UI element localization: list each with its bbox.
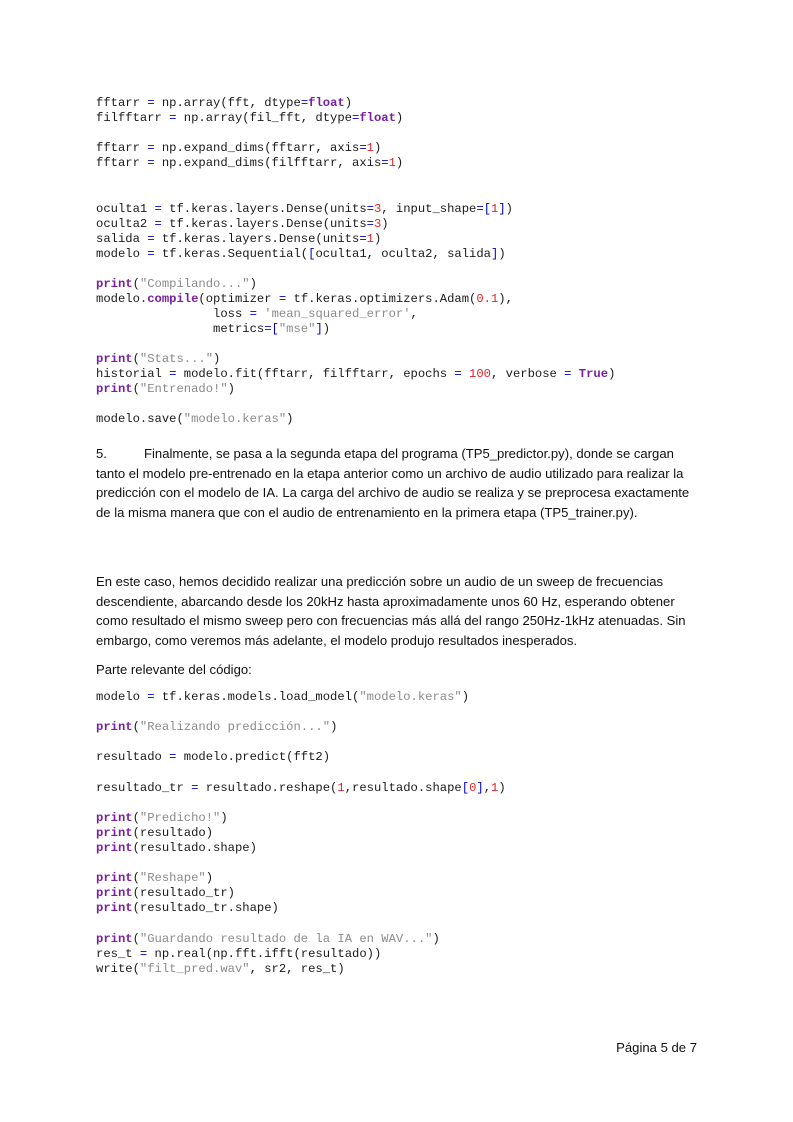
code-token: "filt_pred.wav" — [139, 962, 250, 976]
code-token: =[ — [476, 202, 492, 216]
code-token: (resultado.shape) — [132, 841, 257, 855]
code-token: = — [139, 947, 148, 961]
code-token: ) — [432, 932, 440, 946]
code-line — [96, 202, 513, 216]
code-token: np.array(fil_fft, dtype — [176, 111, 352, 125]
code-token: = — [169, 111, 177, 125]
code-token: = — [154, 202, 162, 216]
code-token: 100 — [469, 367, 491, 381]
code-token: ) — [505, 202, 513, 216]
code-token: ) — [213, 352, 221, 366]
code-token: ) — [373, 141, 382, 155]
code-block-predict — [96, 750, 330, 765]
code-block-save — [96, 412, 294, 427]
code-line — [96, 141, 381, 155]
code-token: ,resultado.shape — [344, 781, 462, 795]
code-token: oculta1 — [96, 202, 155, 216]
code-token: = — [381, 156, 389, 170]
code-line — [96, 901, 279, 915]
code-token: filfftarr — [96, 111, 170, 125]
code-token: = — [169, 750, 177, 764]
code-token: = — [366, 217, 374, 231]
code-line — [96, 111, 403, 125]
code-token: print — [96, 871, 133, 885]
code-token: = — [147, 156, 155, 170]
code-block-arrays — [96, 96, 403, 171]
code-token: , — [483, 781, 492, 795]
code-token: print — [96, 277, 133, 291]
code-token: print — [96, 382, 133, 396]
code-line — [96, 871, 213, 885]
code-token: modelo.predict(fft2) — [176, 750, 331, 764]
code-token: True — [578, 367, 609, 381]
code-token: 'mean_squared_error' — [264, 307, 411, 321]
code-token: = — [359, 232, 367, 246]
code-token: 0.1 — [476, 292, 499, 306]
code-token: ( — [132, 932, 140, 946]
code-token: oculta2 — [96, 217, 155, 231]
code-token: ) — [373, 232, 382, 246]
code-line — [96, 232, 381, 246]
code-token: ) — [227, 382, 235, 396]
code-block-load-model — [96, 690, 469, 705]
code-token: 1 — [491, 202, 499, 216]
code-token: = — [359, 141, 367, 155]
code-line — [96, 367, 615, 381]
code-token: , sr2, res_t) — [249, 962, 345, 976]
code-token: print — [96, 811, 133, 825]
code-line — [96, 962, 345, 976]
code-token: 1 — [388, 156, 396, 170]
code-token: 0 — [469, 781, 477, 795]
code-line — [96, 247, 506, 261]
code-token: , input_shape — [381, 202, 477, 216]
code-block-fit — [96, 352, 615, 397]
code-token: ( — [132, 352, 140, 366]
code-token: historial — [96, 367, 170, 381]
code-token: = — [147, 690, 155, 704]
paragraph-code-intro: Parte relevante del código: — [96, 662, 252, 677]
code-token: = — [278, 292, 287, 306]
code-token: resultado — [96, 750, 170, 764]
code-line — [96, 322, 330, 336]
paragraph-step-5 — [96, 444, 706, 522]
code-token: float — [308, 96, 345, 110]
code-line — [96, 690, 469, 704]
code-token: (resultado) — [132, 826, 214, 840]
code-block-print-result — [96, 811, 257, 856]
code-line — [96, 841, 257, 855]
code-token: "Compilando..." — [139, 277, 250, 291]
code-token: = — [300, 96, 309, 110]
code-token: compile — [147, 292, 199, 306]
code-token: [ — [308, 247, 316, 261]
code-line — [96, 307, 418, 321]
code-token: modelo — [96, 247, 148, 261]
code-token: ), — [498, 292, 513, 306]
code-token: fftarr — [96, 156, 148, 170]
code-line — [96, 932, 440, 946]
code-token: = — [454, 367, 462, 381]
code-token: "mse" — [278, 322, 316, 336]
step-5-text: Finalmente, se pasa a la segunda etapa del programa (TP5_predictor.py), donde se cargan tanto el modelo pre-entrenado en la etapa anterior como un archivo de audio utilizado para realizar la predicción con el modelo de IA. La carga del archivo de audio se realiza y se preprocesa exactamente de la misma manera que con el audio de entrenamiento en la primera etapa (TP5_trainer.py). — [96, 446, 690, 520]
code-token: = — [147, 232, 155, 246]
code-line — [96, 826, 213, 840]
code-token: float — [359, 111, 396, 125]
code-token: "Predicho!" — [139, 811, 221, 825]
code-token: 1 — [337, 781, 345, 795]
code-token: tf.keras.Sequential( — [154, 247, 309, 261]
code-token: ) — [220, 811, 228, 825]
code-token: ) — [249, 277, 257, 291]
code-token: oculta1, oculta2, salida — [315, 247, 491, 261]
code-line — [96, 886, 235, 900]
code-token: np.array(fft, dtype — [154, 96, 301, 110]
step-number: 5. — [96, 446, 107, 461]
code-token: "Reshape" — [139, 871, 206, 885]
code-block-reshape — [96, 781, 506, 796]
code-token: ] — [490, 247, 499, 261]
code-token: "Realizando predicción..." — [139, 720, 331, 734]
code-line — [96, 217, 389, 231]
code-token: ( — [132, 811, 140, 825]
code-token: , — [410, 307, 418, 321]
code-line — [96, 811, 228, 825]
code-token: print — [96, 352, 133, 366]
code-token: = — [366, 202, 374, 216]
code-token: ) — [322, 322, 331, 336]
code-token: = — [147, 247, 155, 261]
code-token: np.expand_dims(filfftarr, axis — [154, 156, 382, 170]
code-line — [96, 720, 337, 734]
code-token: 1 — [491, 781, 499, 795]
code-line — [96, 96, 352, 110]
code-token: ( — [132, 871, 140, 885]
code-token: "modelo.keras" — [359, 690, 462, 704]
code-token: write( — [96, 962, 140, 976]
code-token: print — [96, 932, 133, 946]
code-token: = — [169, 367, 177, 381]
code-token: ) — [381, 217, 389, 231]
code-line — [96, 382, 235, 396]
code-line — [96, 412, 294, 426]
code-token: res_t — [96, 947, 140, 961]
code-line — [96, 781, 506, 795]
code-line — [96, 292, 513, 306]
code-token: 1 — [366, 141, 374, 155]
code-token: print — [96, 826, 133, 840]
code-token: ) — [608, 367, 616, 381]
code-token: "modelo.keras" — [183, 412, 287, 426]
code-block-write-wav — [96, 932, 440, 977]
code-block-print-predicting — [96, 720, 337, 735]
code-token: modelo.save( — [96, 412, 184, 426]
code-token — [571, 367, 578, 381]
code-token: ( — [132, 720, 140, 734]
code-token: print — [96, 841, 133, 855]
code-token: modelo.fit(fftarr, filfftarr, epochs — [176, 367, 455, 381]
code-token: ] — [476, 781, 484, 795]
code-token: ) — [330, 720, 338, 734]
code-line — [96, 352, 220, 366]
code-token: ) — [395, 111, 404, 125]
code-token: 3 — [373, 202, 382, 216]
code-token: = — [564, 367, 572, 381]
code-token: ( — [132, 277, 140, 291]
code-line — [96, 947, 381, 961]
code-token: resultado_tr — [96, 781, 192, 795]
code-token: ( — [132, 382, 140, 396]
code-line — [96, 156, 403, 170]
code-token: ) — [344, 96, 353, 110]
code-token: tf.keras.optimizers.Adam( — [286, 292, 477, 306]
code-token: ) — [498, 781, 506, 795]
code-token: = — [249, 307, 257, 321]
paragraph-sweep-description: En este caso, hemos decidido realizar una predicción sobre un audio de un sweep de frecuencias descendiente, abarcando desde los 20kHz hasta aproximadamente unos 60 Hz, esperando obtener como resultado el mismo sweep pero con frecuencias más allá del rango 250Hz-1kHz atenuadas. Sin embargo, como veremos más adelante, el modelo produjo resultados inesperados. — [96, 574, 686, 648]
code-token: ) — [461, 690, 470, 704]
code-token: (optimizer — [198, 292, 279, 306]
code-token: ] — [315, 322, 323, 336]
code-token: tf.keras.layers.Dense(units — [154, 232, 360, 246]
code-token: ] — [498, 202, 506, 216]
code-token: "Guardando resultado de la IA en WAV..." — [139, 932, 433, 946]
code-token: tf.keras.layers.Dense(units — [161, 217, 367, 231]
code-token: ) — [205, 871, 214, 885]
code-token: = — [154, 217, 162, 231]
code-token: fftarr — [96, 96, 148, 110]
code-token: modelo. — [96, 292, 148, 306]
code-token: 3 — [373, 217, 382, 231]
code-token: (resultado_tr.shape) — [132, 901, 279, 915]
code-line — [96, 750, 330, 764]
code-token: [ — [461, 781, 470, 795]
code-line — [96, 277, 257, 291]
code-token: fftarr — [96, 141, 148, 155]
code-block-model-layers — [96, 202, 513, 262]
code-token: ) — [286, 412, 294, 426]
code-token: = — [191, 781, 199, 795]
code-token: tf.keras.layers.Dense(units — [161, 202, 367, 216]
code-token: ) — [395, 156, 404, 170]
code-token: 1 — [366, 232, 374, 246]
code-token: (resultado_tr) — [132, 886, 235, 900]
code-token: modelo — [96, 690, 148, 704]
code-token: resultado.reshape( — [198, 781, 338, 795]
code-token: print — [96, 901, 133, 915]
code-token: np.expand_dims(fftarr, axis — [154, 141, 360, 155]
code-token: = — [352, 111, 360, 125]
code-token: = — [147, 96, 155, 110]
code-token: "Entrenado!" — [139, 382, 228, 396]
page-number: Página 5 de 7 — [616, 1040, 697, 1055]
code-token: , verbose — [491, 367, 565, 381]
code-token: print — [96, 720, 133, 734]
code-token: print — [96, 886, 133, 900]
code-token: "Stats..." — [139, 352, 214, 366]
code-token: np.real(np.fft.ifft(resultado)) — [147, 947, 382, 961]
code-token: =[ — [264, 322, 279, 336]
code-block-print-reshape — [96, 871, 279, 916]
code-token: tf.keras.models.load_model( — [154, 690, 360, 704]
code-token — [462, 367, 469, 381]
code-token: salida — [96, 232, 148, 246]
code-token: ) — [498, 247, 506, 261]
code-token: = — [147, 141, 155, 155]
code-token: loss — [96, 307, 250, 321]
code-token: metrics — [96, 322, 265, 336]
code-block-compile — [96, 277, 513, 337]
